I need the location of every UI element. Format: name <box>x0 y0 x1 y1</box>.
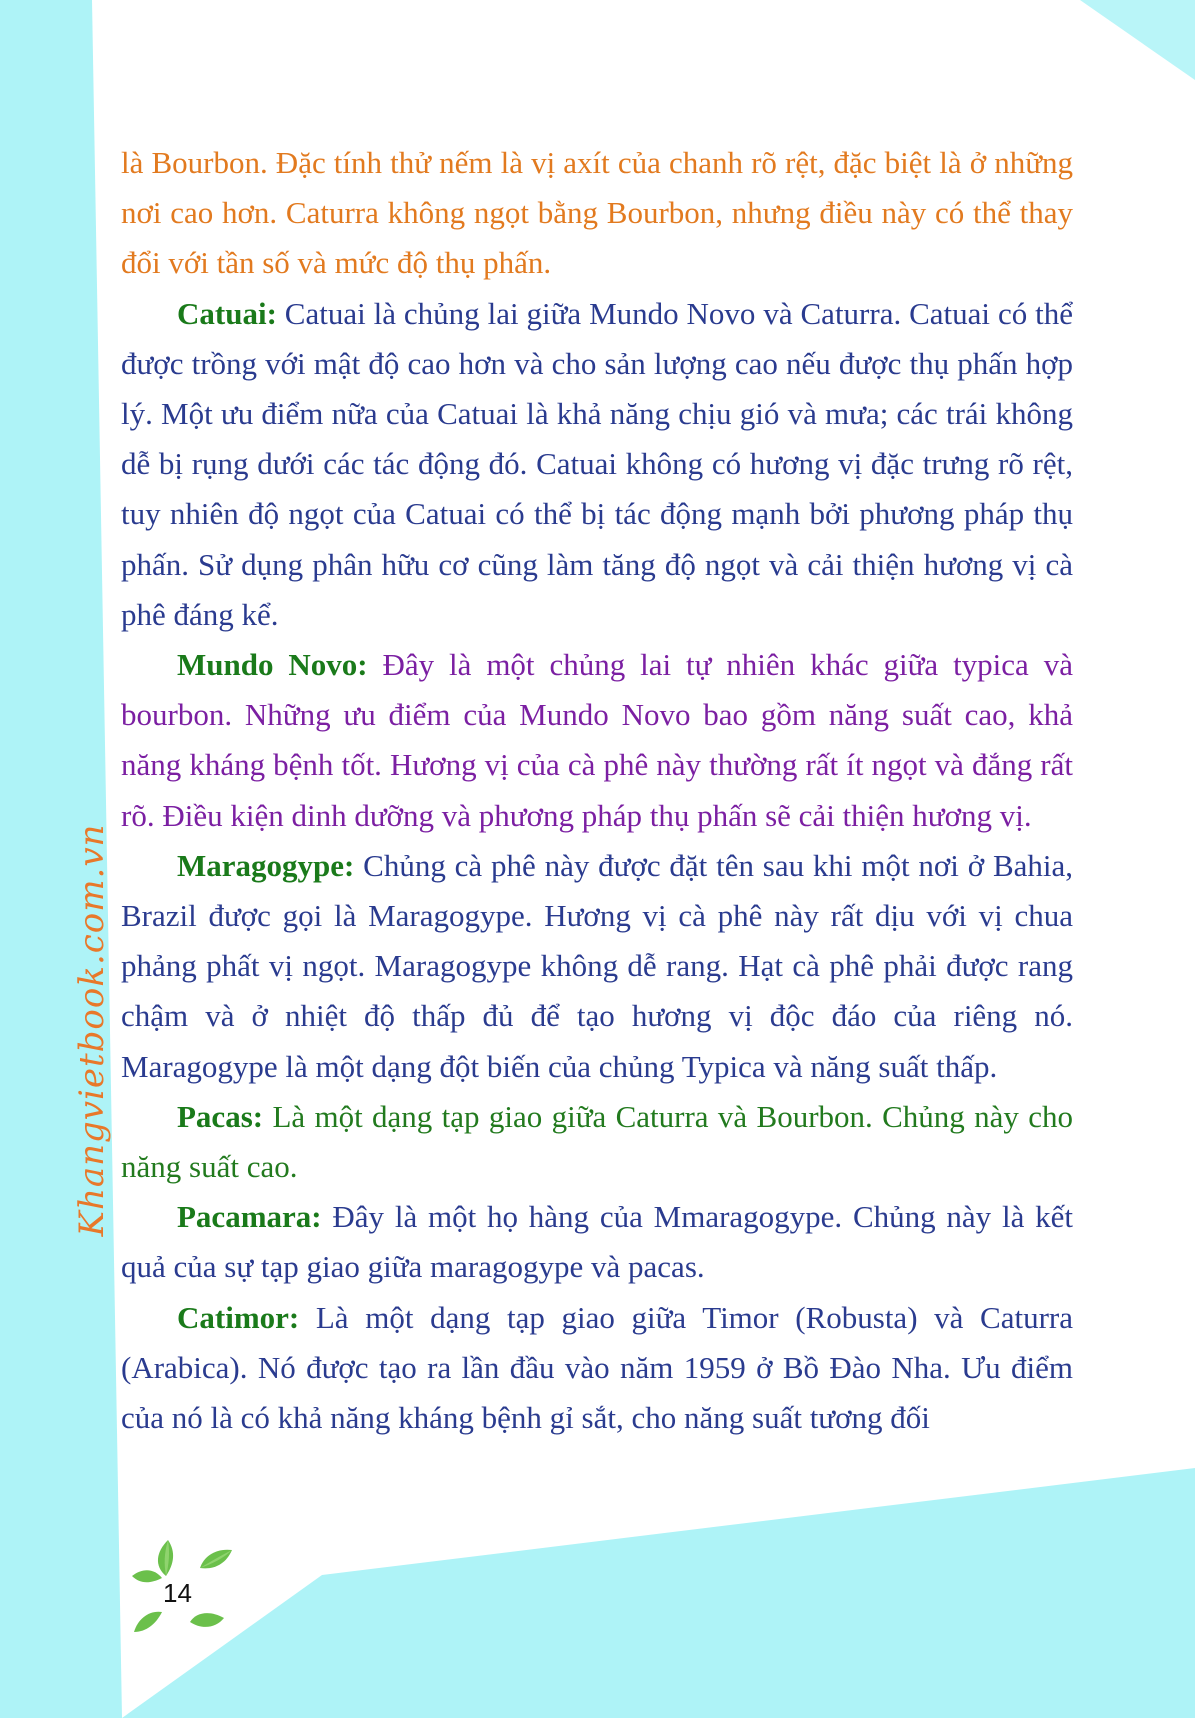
page-number: 14 <box>163 1578 192 1608</box>
paragraph-text: là Bourbon. Đặc tính thử nếm là vị axít của chanh rõ rệt, đặc biệt là ở những nơi cao hơn. Caturra không ngọt bằng Bourbon, nhưng điều này có thể thay đổi với tần số và mức độ thụ phấn. <box>121 145 1073 281</box>
top-right-cyan-corner <box>1080 0 1195 80</box>
watermark-text: Khangvietbook.com.vn <box>72 823 112 1237</box>
paragraph-pacamara <box>121 1192 1073 1292</box>
paragraph-text: Chủng cà phê này được đặt tên sau khi một nơi ở Bahia, Brazil được gọi là Maragogype. Hương vị cà phê này rất dịu với vị chua phảng phất vị ngọt. Maragogype không dễ rang. Hạt cà phê phải được rang chậm và ở nhiệt độ thấp đủ để tạo hương vị độc đáo của riêng nó. Maragogype là một dạng đột biến của chủng Typica và năng suất thấp. <box>121 847 1073 1084</box>
term-pacas: Pacas: <box>177 1098 264 1134</box>
paragraph-text: Đây là một họ hàng của Mmaragogype. Chủng này là kết quả của sự tạp giao giữa maragogype và pacas. <box>121 1199 1073 1285</box>
bottom-right-cyan-triangle <box>122 1468 1195 1718</box>
paragraph-catimor <box>121 1293 1073 1444</box>
term-mundo-novo: Mundo Novo: <box>177 647 368 683</box>
paragraph-text: Là một dạng tạp giao giữa Caturra và Bourbon. Chủng này cho năng suất cao. <box>121 1098 1073 1185</box>
paragraph-maragogype <box>121 841 1073 1092</box>
term-catuai: Catuai: <box>177 295 277 331</box>
paragraph-caturra-continued <box>121 138 1073 289</box>
paragraph-text: Đây là một chủng lai tự nhiên khác giữa typica và bourbon. Những ưu điểm của Mundo Novo bao gồm năng suất cao, khả năng kháng bệnh tốt. Hương vị của cà phê này thường rất ít ngọt và đắng rất rõ. Điều kiện dinh dưỡng và phương pháp thụ phấn sẽ cải thiện hương vị. <box>121 647 1073 833</box>
term-catimor: Catimor: <box>177 1299 300 1335</box>
document-body <box>121 138 1073 1443</box>
term-pacamara: Pacamara: <box>177 1199 322 1235</box>
paragraph-catuai <box>121 289 1073 640</box>
paragraph-pacas <box>121 1092 1073 1192</box>
paragraph-text: Là một dạng tạp giao giữa Timor (Robusta) và Caturra (Arabica). Nó được tạo ra lần đầu vào năm 1959 ở Bồ Đào Nha. Ưu điểm của nó là có khả năng kháng bệnh gỉ sắt, cho năng suất tương đối <box>121 1299 1073 1436</box>
term-maragogype: Maragogype: <box>177 847 355 883</box>
paragraph-mundo-novo <box>121 640 1073 841</box>
paragraph-text: Catuai là chủng lai giữa Mundo Novo và Caturra. Catuai có thể được trồng với mật độ cao hơn và cho sản lượng cao nếu được thụ phấn hợp lý. Một ưu điểm nữa của Catuai là khả năng chịu gió và mưa; các trái không dễ bị rụng dưới các tác động đó. Catuai không có hương vị đặc trưng rõ rệt, tuy nhiên độ ngọt của Catuai có thể bị tác động mạnh bởi phương pháp thụ phấn. Sử dụng phân hữu cơ cũng làm tăng độ ngọt và cải thiện hương vị cà phê đáng kể. <box>121 295 1073 632</box>
